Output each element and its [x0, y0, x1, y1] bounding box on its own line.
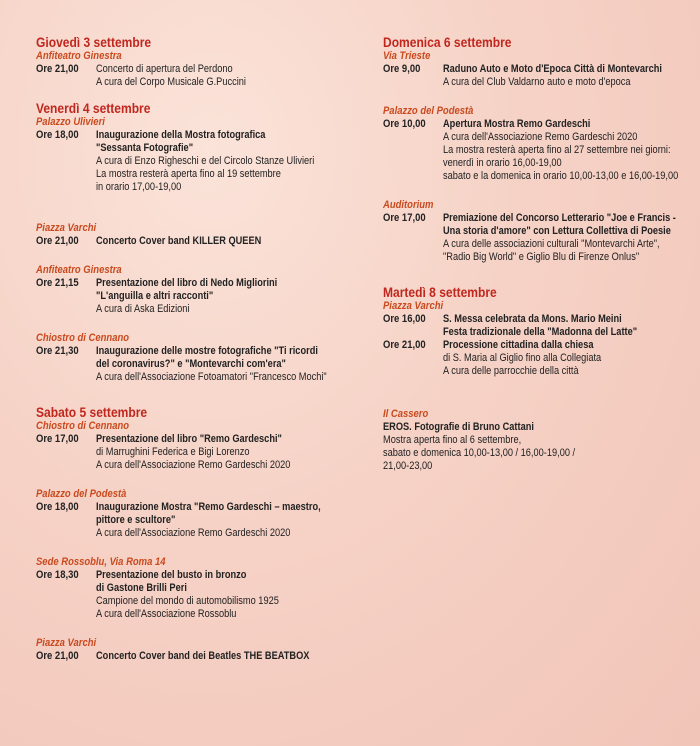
day-heading: Sabato 5 settembre: [36, 404, 148, 420]
event-title: "Sessanta Fotografie": [96, 142, 194, 154]
event-detail: La mostra resterà aperta fino al 19 settembre: [96, 168, 281, 180]
venue-label: Anfiteatro Ginestra: [36, 50, 122, 62]
event-title: Concerto Cover band dei Beatles THE BEATBOX: [96, 650, 310, 662]
event-entry: [383, 212, 693, 264]
event-title: EROS. Fotografie di Bruno Cattani: [383, 421, 534, 433]
event-detail: in orario 17,00-19,00: [96, 181, 182, 193]
event-time: Ore 18,00: [36, 129, 79, 141]
right-column: [383, 34, 693, 473]
event-time: Ore 16,00: [383, 313, 426, 325]
event-detail: A cura dell'Associazione Remo Gardeschi 2020: [443, 131, 638, 143]
event-title: S. Messa celebrata da Mons. Mario Meini: [443, 313, 622, 325]
venue-label: Chiostro di Cennano: [36, 332, 130, 344]
venue-label: Il Cassero: [383, 408, 429, 420]
event-detail: A cura di Aska Edizioni: [96, 303, 190, 315]
day-heading: Martedì 8 settembre: [383, 284, 497, 300]
event-title: Una storia d'amore" con Lettura Collettiva di Poesie: [443, 225, 671, 237]
event-entry: [383, 339, 693, 378]
event-time: Ore 21,15: [36, 277, 79, 289]
event-entry: [36, 129, 356, 194]
event-title: Premiazione del Concorso Letterario "Joe e Francis -: [443, 212, 676, 224]
venue-label: Palazzo Ulivieri: [36, 116, 105, 128]
event-detail: 21,00-23,00: [383, 460, 433, 472]
left-column: [36, 34, 356, 663]
day-block-tuesday: [383, 284, 693, 378]
event-detail: A cura delle parrocchie della città: [443, 365, 579, 377]
event-title: Inaugurazione Mostra "Remo Gardeschi – maestro,: [96, 501, 321, 513]
day-block-sunday: [383, 34, 693, 264]
event-entry: [36, 569, 356, 621]
event-title: "L'anguilla e altri racconti": [96, 290, 214, 302]
event-entry: [383, 118, 693, 183]
venue-label: Auditorium: [383, 199, 434, 211]
day-heading: Venerdì 4 settembre: [36, 100, 151, 116]
day-block-thursday: [36, 34, 356, 89]
event-title: Apertura Mostra Remo Gardeschi: [443, 118, 591, 130]
event-title: Presentazione del libro di Nedo Migliorini: [96, 277, 278, 289]
day-heading: Domenica 6 settembre: [383, 34, 512, 50]
venue-label: Sede Rossoblu, Via Roma 14: [36, 556, 166, 568]
event-detail: A cura dell'Associazione Remo Gardeschi 2020: [96, 527, 291, 539]
event-entry: [36, 433, 356, 472]
exhibition-block: [383, 408, 693, 473]
event-entry: [383, 313, 693, 339]
event-detail: Mostra aperta fino al 6 settembre,: [383, 434, 522, 446]
venue-label: Piazza Varchi: [36, 222, 97, 234]
event-title: Festa tradizionale della "Madonna del Latte": [443, 326, 638, 338]
event-time: Ore 21,00: [36, 235, 79, 247]
event-detail: A cura del Corpo Musicale G.Puccini: [96, 76, 246, 88]
venue-label: Anfiteatro Ginestra: [36, 264, 122, 276]
event-title: pittore e scultore": [96, 514, 176, 526]
event-detail: sabato e la domenica in orario 10,00-13,00 e 16,00-19,00: [443, 170, 679, 182]
event-title: del coronavirus?" e "Montevarchi com'era": [96, 358, 286, 370]
venue-label: Piazza Varchi: [36, 637, 97, 649]
venue-label: Via Trieste: [383, 50, 431, 62]
event-detail: di Marrughini Federica e Bigi Lorenzo: [96, 446, 250, 458]
event-title: Inaugurazione delle mostre fotografiche "Ti ricordi: [96, 345, 318, 357]
venue-label: Chiostro di Cennano: [36, 420, 130, 432]
event-detail: A cura dell'Associazione Remo Gardeschi 2020: [96, 459, 291, 471]
event-time: Ore 21,00: [383, 339, 426, 351]
venue-label: Palazzo del Podestà: [383, 105, 474, 117]
event-time: Ore 18,30: [36, 569, 79, 581]
event-time: Ore 21,00: [36, 63, 79, 75]
venue-label: Palazzo del Podestà: [36, 488, 127, 500]
event-entry: [36, 235, 356, 248]
event-detail: A cura delle associazioni culturali "Montevarchi Arte",: [443, 238, 660, 250]
venue-label: Piazza Varchi: [383, 300, 444, 312]
event-entry: [36, 63, 356, 89]
day-block-saturday: [36, 404, 356, 663]
event-title: Processione cittadina dalla chiesa: [443, 339, 594, 351]
event-time: Ore 21,00: [36, 650, 79, 662]
event-time: Ore 10,00: [383, 118, 426, 130]
event-time: Ore 18,00: [36, 501, 79, 513]
event-entry: [36, 650, 356, 663]
event-title: Concerto Cover band KILLER QUEEN: [96, 235, 262, 247]
event-title: Concerto di apertura del Perdono: [96, 63, 233, 75]
event-detail: Campione del mondo di automobilismo 1925: [96, 595, 279, 607]
event-title: di Gastone Brilli Peri: [96, 582, 187, 594]
event-detail: A cura di Enzo Righeschi e del Circolo Stanze Ulivieri: [96, 155, 315, 167]
event-title: Presentazione del busto in bronzo: [96, 569, 247, 581]
day-heading: Giovedì 3 settembre: [36, 34, 152, 50]
event-entry: [36, 501, 356, 540]
event-title: Inaugurazione della Mostra fotografica: [96, 129, 266, 141]
event-time: Ore 17,00: [383, 212, 426, 224]
event-title: Presentazione del libro "Remo Gardeschi": [96, 433, 282, 445]
event-time: Ore 17,00: [36, 433, 79, 445]
event-entry: [36, 345, 356, 384]
event-time: Ore 9,00: [383, 63, 421, 75]
event-detail: La mostra resterà aperta fino al 27 settembre nei giorni:: [443, 144, 671, 156]
event-detail: di S. Maria al Giglio fino alla Collegiata: [443, 352, 602, 364]
event-detail: sabato e domenica 10,00-13,00 / 16,00-19,00 /: [383, 447, 576, 459]
event-detail: A cura dell'Associazione Rossoblu: [96, 608, 237, 620]
event-detail: A cura dell'Associazione Fotoamatori "Francesco Mochi": [96, 371, 327, 383]
event-detail: A cura del Club Valdarno auto e moto d'epoca: [443, 76, 631, 88]
event-time: Ore 21,30: [36, 345, 79, 357]
day-block-friday: [36, 100, 356, 384]
event-detail: "Radio Big World" e Giglio Blu di Firenze Onlus": [443, 251, 640, 263]
event-entry: [36, 277, 356, 316]
event-title: Raduno Auto e Moto d'Epoca Città di Montevarchi: [443, 63, 663, 75]
event-entry: [383, 63, 693, 89]
event-detail: venerdì in orario 16,00-19,00: [443, 157, 562, 169]
